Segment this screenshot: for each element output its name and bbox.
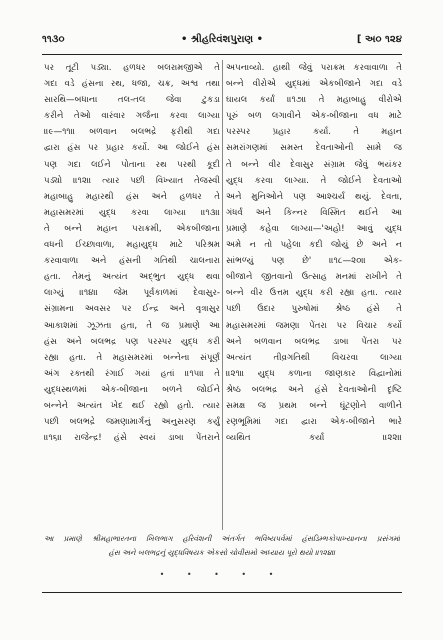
text-line: સાંભળ્યું પણ છે' ॥૧૮—૨૦॥ એક- [226,256,402,267]
text-line: વ્યથિત કર્યા ॥૨૨॥ [226,433,402,444]
text-line: ગદા વડે હંસના રથ, ધજા, ચક્ર, અશ્વ તથા [44,79,220,90]
text-line: પછી ઉદાર પુરુષોમાં શ્રેષ્ઠ હંસે તે [226,304,402,315]
column-divider [222,60,223,530]
text-line: અમે ન તો પહેલા કદી જોયું છે અને ન [226,240,402,251]
text-line: કરવાવાળા અને હંસની ગતિથી ચાલનારા [44,256,220,267]
footer-rule [42,592,402,593]
text-line: પરસ્પર પ્રહાર કર્યા. તે મહાન [226,127,402,138]
text-line: હંસ અને બલભદ્ર પણ પરસ્પર યુદ્ધ કરી [44,336,220,347]
text-line: સારથિ—બધાના તલ-તલ જેવા ટુકડા [44,95,220,106]
text-line: દ્વારા હંસ પર પ્રહાર કર્યો. આ જોઈને હંસ [44,143,220,154]
text-line: રણભૂમિમાં ગદા દ્વારા એક-બીજાને ભારે [226,417,402,428]
text-line: પણ ગદા લઈને પોતાના રથ પરથી કૂદી [44,159,220,170]
text-line: અંગ રક્તથી રંગાઈ ગયાં હતાં ॥૧૫॥ તે [44,368,220,379]
text-line: ॥૧૬॥ રાજેન્દ્ર! હંસે સ્વયં ડાબા પેંતરાને [44,433,220,444]
text-line: ॥૨૧॥ યુદ્ધ કળાના જાણકાર વિદ્વાનોમાં [226,368,402,379]
text-line: વધની ઈચ્છાવાળા, મહાયુદ્ધ માટે પરિશ્રમ [44,240,220,251]
text-line: અને મુનિઓને પણ આશ્ચર્ય થયું. દેવતા, [226,191,402,202]
right-text-column [226,60,402,446]
colophon-line: આ પ્રમાણે શ્રીમહાભારતના ખિલભાગ હરિવંશની અંતર્ગત ભવિષ્યપર્વમાં હંસડિમ્ભકોપાખ્યાનના પ્રસંગમાં [44,534,400,543]
text-line: આકાશમાં ઝૂઝતા હતા, તે જ પ્રમાણે આ [44,320,220,331]
text-line: ઘાયલ કર્યાં ॥૧૭॥ તે મહાબાહુ વીરોએ [226,95,402,106]
text-line: તે બન્ને મહાન પરાક્રમી, એકબીજાના [44,223,220,234]
text-line: મહાસમરમાં યુદ્ધ કરવા લાગ્યા ॥૧૩॥ [44,207,220,218]
header-rule [42,54,402,55]
text-line: પૂરું બળ લગાવીને એક-બીજાના વધ માટે [226,111,402,122]
text-line: ॥૯—૧૧॥ બળવાન બલભદ્રે ફરીથી ગદા [44,127,220,138]
text-line: હતા. તેમનું અત્યંત અદ્ભુત યુદ્ધ થવા [44,272,220,283]
running-header [42,34,402,50]
text-line: મહાબાહુ મહારથી હંસ અને હળધર તે [44,191,220,202]
text-line: સમરાંગણમાં સમસ્ત દેવતાઓની સામે જ [226,143,402,154]
text-line: કરીને તેઓ વારંવાર ગર્જના કરવા લાગ્યા [44,111,220,122]
text-line: બન્નેને અત્યંત ખેદ થઈ રહ્યો હતો. ત્યાર [44,400,220,411]
chapter-reference: [ અ૦ ૧૨૪ [356,34,402,45]
text-line: અત્યંત તીવ્રગતિથી વિચરવા લાગ્યા [226,352,402,363]
text-line: યુદ્ધ કરવા લાગ્યા. તે જોઈને દેવતાઓ [226,175,402,186]
text-line: લાગ્યું ॥૧૪॥ જેમ પૂર્વકાળમાં દેવાસુર- [44,288,220,299]
text-line: બન્ને વીરોએ યુદ્ધમાં એકબીજાને ગદા વડે [226,79,402,90]
text-line: બન્ને વીર ઉત્તમ યુદ્ધ કરી રહ્યા હતા. ત્યાર [226,288,402,299]
text-line: પ્રમાણે કહેવા લાગ્યા—'અહો! આવું યુદ્ધ [226,223,402,234]
end-ornament: • • • • • [159,570,284,579]
text-line: બીજાને જીતવાનો ઉત્સાહ મનમાં રાખીને તે [226,272,402,283]
colophon-line: હંસ અને બલભદ્રનું યુદ્ધવિષયક એકસો ચોવીસમો અધ્યાય પૂરો થયો ॥૧૨૪॥ [108,548,336,557]
text-line: સંગ્રામના અવસર પર ઈન્દ્ર અને વૃત્રાસુર [44,304,220,315]
text-line: અપનાવ્યો. હાથી જેવું પરાક્રમ કરવાવાળા તે [226,63,402,73]
text-line: પડ્યો ॥૧૨॥ ત્યાર પછી વિખ્યાત તેજસ્વી [44,175,220,186]
text-line: તે બન્ને વીર દેવાસુર સંગ્રામ જેવું ભયંકર [226,159,402,170]
text-line: પર તૂટી પડ્યા. હળધર બલરામજીએ તે [44,63,220,73]
text-line: મહાસમરમાં જમણા પેંતરા પર વિચાર કર્યો [226,320,402,331]
book-title: • શ્રીહરિવંશપુરાણ • [180,34,264,45]
text-line: યુદ્ધસ્થળમાં એક-બીજાના બળને જોઈને [44,384,220,395]
text-line: ગંધર્વ અને કિન્નર વિસ્મિત થઈને આ [226,207,402,218]
page-number: ૧૧૩૦ [42,34,65,45]
text-line: પછી બલભદ્રે જમણામાર્ગનું અનુસરણ કર્યું [44,417,220,428]
text-line: શ્રેષ્ઠ બલભદ્ર અને હંસે દેવતાઓની દૃષ્ટિ [226,384,402,395]
text-line: સમક્ષ જ પ્રથમ બન્ને ઘૂંટણોને વાળીને [226,400,402,411]
text-line: રહ્યા હતા. તે મહાસમરમાં બન્નેના સંપૂર્ણ [44,352,220,363]
chapter-colophon [44,532,400,560]
text-line: અને બળવાન બલભદ્ર ડાબા પેંતરા પર [226,336,402,347]
left-text-column [44,60,220,446]
